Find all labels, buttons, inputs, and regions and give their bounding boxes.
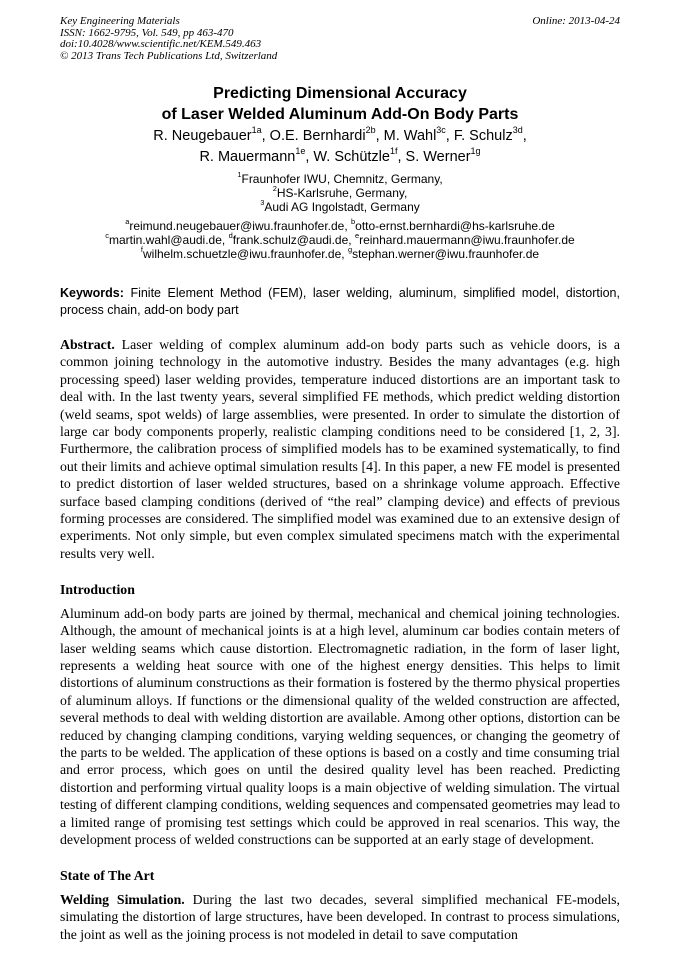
affiliation-text: Audi AG Ingolstadt, Germany [264,200,420,214]
author-superscript: 3c [436,125,446,136]
email-superscript: e [354,231,360,241]
author-name: F. Schulz [453,128,513,144]
email-line [60,219,620,233]
affiliations-block [60,172,620,214]
keywords-block [60,285,624,319]
keywords-label: Keywords: [60,286,124,300]
email-address: stephan.werner@iwu.fraunhofer.de [352,247,540,261]
affiliation-line [60,172,620,186]
email-superscript: b [351,217,356,227]
author-separator: , [261,128,270,144]
authors-block [60,126,620,168]
email-superscript: c [105,231,109,241]
abstract-label: Abstract. [60,337,115,352]
email-separator: , [344,219,352,233]
author-name: M. Wahl [383,128,437,144]
email-line [60,247,620,261]
email-separator: , [221,233,229,247]
author-superscript: 2b [365,125,376,136]
affiliation-text: HS-Karlsruhe, Germany, [276,186,408,200]
journal-name: Key Engineering Materials [60,15,180,27]
author-separator: , [375,128,384,144]
email-address: martin.wahl@audi.de [108,233,222,247]
email-address: reinhard.mauermann@iwu.fraunhofer.de [359,233,575,247]
email-superscript: f [140,245,143,255]
author-name: R. Mauermann [199,149,296,165]
issn-volume-pages: ISSN: 1662-9795, Vol. 549, pp 463-470 [60,26,234,39]
welding-simulation-paragraph [60,891,624,943]
authors-line-1 [60,126,620,147]
email-address: reimund.neugebauer@iwu.fraunhofer.de [129,219,345,233]
author-superscript: 1g [470,146,481,157]
doi-line: doi:10.4028/www.scientific.net/KEM.549.463 [60,38,262,50]
email-separator: , [341,247,348,261]
email-superscript: g [347,245,353,255]
author-name: O.E. Bernhardi [269,128,366,144]
email-line [60,233,620,247]
keywords-text: Finite Element Method (FEM), laser welding, aluminum, simplified model, distortion, process chain, add-on body part [60,286,624,317]
author-separator: , [397,149,406,165]
authors-line-2 [60,147,620,168]
copyright-line: © 2013 Trans Tech Publications Ltd, Switzerland [60,49,278,62]
author-superscript: 1f [389,146,398,157]
author-name: S. Werner [405,149,471,165]
author-superscript: 1a [251,125,262,136]
affiliation-superscript: 3 [260,198,265,208]
online-date: Online: 2013-04-24 [532,15,620,27]
welding-simulation-text: During the last two decades, several simplified mechanical FE-models, simulating the distortion of large structures, have been developed. In contrast to process simulations, the joint as well as the joining process is not modeled in detail to save computation [60,891,624,942]
email-address: wilhelm.schuetzle@iwu.fraunhofer.de [143,247,342,261]
author-name: W. Schützle [313,149,390,165]
paper-title [60,83,620,125]
introduction-paragraph: Aluminum add-on body parts are joined by thermal, mechanical and chemical joining technologies. Although, the amount of mechanical joints is at a high level, aluminum car bodies contain meters of laser welding seams which cause distortion. Electromagnetic radiation, in the form of laser light, represents a welding heat source with one of the highest energy densities. This helps to limit distortions of aluminum constructions as their formation is fostered by the thermo physical properties of aluminum alloys. If functions or the dimensional quality of the welded construction are affected, several methods to deal with welding distortion are available. Among other options, distortion can be reduced by changing clamping conditions, varying welding sequences, or changing the geometry of the parts to be welded. The application of these options is based on a costly and time consuming trial and error process, which goes on until the desired quality level has been reached. Predicting distortion and performing virtual quality loops is a main objective of welding simulation. The virtual testing of different clamping conditions, welding sequences and compensated geometries may lead to a limited range of promising test settings which could be approved in real scenarios. This way, the development process of welded constructions can be supported at an early stage of development. [60,605,620,847]
author-separator: , [522,128,527,144]
section-heading-state-of-the-art: State of The Art [60,868,155,884]
journal-header [60,16,620,62]
email-separator: , [348,233,355,247]
author-name: R. Neugebauer [153,128,252,144]
email-address: frank.schulz@audi.de [232,233,349,247]
author-superscript: 3d [512,125,523,136]
welding-simulation-label: Welding Simulation. [60,891,185,907]
section-heading-introduction: Introduction [60,582,135,598]
journal-header-left [60,16,277,62]
title-line-2: of Laser Welded Aluminum Add-On Body Parts [161,106,519,123]
title-line-1: Predicting Dimensional Accuracy [213,85,467,102]
email-address: otto-ernst.bernhardi@hs-karlsruhe.de [355,219,555,233]
email-superscript: d [228,231,233,241]
email-superscript: a [125,217,130,227]
author-separator: , [305,149,314,165]
affiliation-line [60,186,620,200]
affiliation-text: Fraunhofer IWU, Chemnitz, Germany, [241,172,443,186]
emails-block [60,219,620,261]
author-separator: , [445,128,454,144]
abstract-block [60,336,624,562]
author-superscript: 1e [295,146,306,157]
affiliation-superscript: 1 [237,170,242,180]
affiliation-line [60,200,620,214]
affiliation-superscript: 2 [272,184,277,194]
abstract-text: Laser welding of complex aluminum add-on body parts such as vehicle doors, is a common joining technology in the automotive industry. Besides the many advantages (e.g. high processing speed) laser welding provides, temperature induced distortions are an important task to deal with. In the last twenty years, several simplified FE methods, which predict welding distortion (weld seams, spot welds) of large assemblies, were presented. In order to simulate the distortion of large car body components properly, realistic clamping conditions need to be considered [1, 2, 3]. Furthermore, the calibration process of simplified models has to be examined systematically, to find out their limits and achieve optimal simulation results [4]. In this paper, a new FE model is presented to predict distortion of laser welded structures, based on a shrinkage volume approach. Effective surface based clamping conditions (derived of “the real” clamping device) and effects of previous forming processes are considered. The simplified model was examined due to an extensive design of experiments. Not only simple, but even complex simulated specimens match with the experimental results very well. [60,337,624,561]
